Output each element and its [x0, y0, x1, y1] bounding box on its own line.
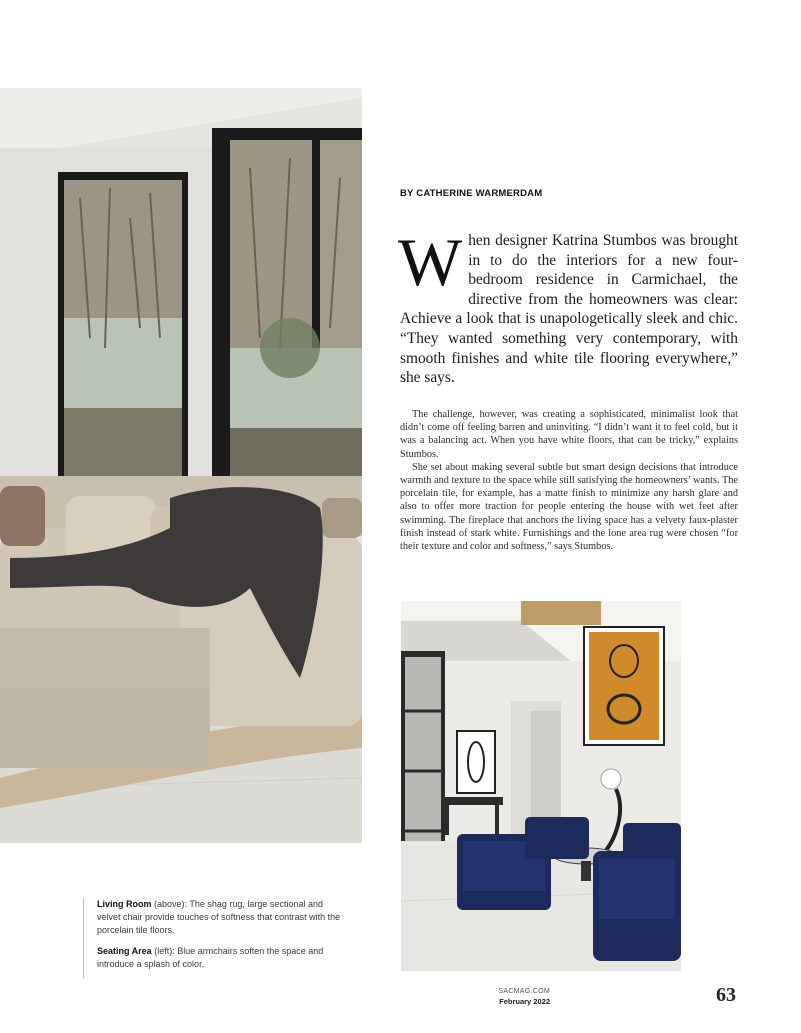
photo-captions [83, 898, 347, 978]
article-lead [398, 224, 738, 388]
caption-title: Seating Area [97, 945, 152, 956]
caption-note: (left): [154, 945, 175, 956]
living-room-photo [0, 88, 362, 843]
folio-date: February 2022 [499, 997, 550, 1006]
seating-area-photo [401, 601, 681, 971]
caption-text: Blue armchairs soften the space and introduce a splash of color. [97, 945, 324, 969]
folio-site: SACMAG.COM [498, 988, 550, 995]
lead-text: hen designer Katrina Stumbos was brought in to do the interiors for a new four-bedroom residence in Carmichael, the directive from the homeowners was clear: Achieve a look that is unapologetically sleek and chic. “They wanted something very contemporary, with smooth finishes and white tile flooring everywhere,” she says. [400, 232, 738, 387]
page-number: 63 [716, 984, 736, 1006]
caption-living-room [97, 898, 347, 938]
caption-seating-area [97, 945, 347, 971]
caption-title: Living Room [97, 899, 152, 909]
body-paragraph: She set about making several subtle but smart design decisions that introduce warmth and texture to the space while still satisfying the homeowners’ wants. The porcelain tile, for example, has a matte finish to minimize any harsh glare and also to offer more traction for people entering the house with wet feet after swimming. The fireplace that anchors the living space has a velvety faux-plaster finish instead of stark white. Furnishings and the lone area rug were chosen “for their texture and color and softness,” says Stumbos. [400, 461, 738, 553]
caption-note: (above): [154, 899, 188, 909]
caption-text: The shag rug, large sectional and velvet chair provide touches of softness that contrast with the porcelain tile floors. [97, 899, 341, 936]
article-byline: BY CATHERINE WARMERDAM [400, 188, 543, 199]
body-paragraph: The challenge, however, was creating a sophisticated, minimalist look that didn’t come off feeling barren and uninviting. “I didn’t want it to feel cold, but it was a balancing act. When you have white floors, that can be tricky,” explains Stumbos. [400, 409, 738, 460]
drop-cap: W [398, 224, 463, 300]
article-body [400, 408, 738, 553]
